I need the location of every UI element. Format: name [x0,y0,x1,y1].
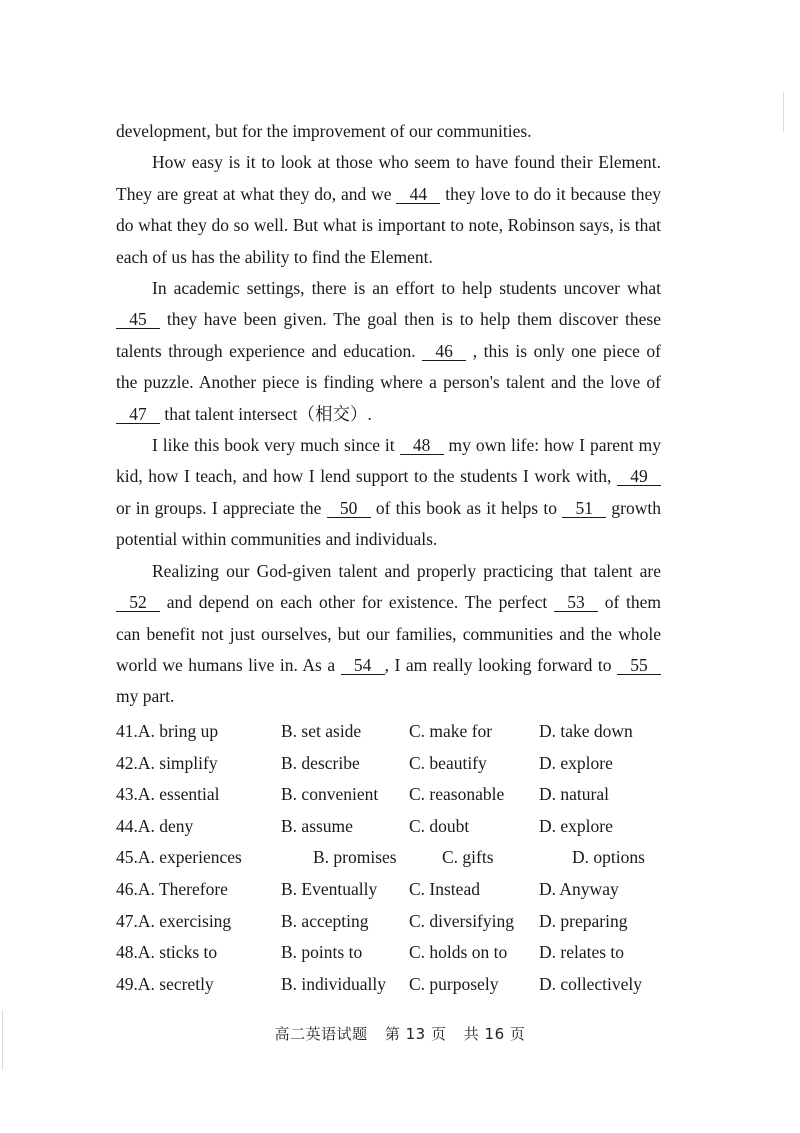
passage-line: development, but for the improvement of our communities. [116,121,532,141]
blank-53: 53 [554,594,598,612]
option-row-41 [116,716,676,748]
option-b: B. individually [281,973,386,994]
option-a: 46.A. Therefore [116,878,228,899]
option-a: 42.A. simplify [116,752,218,773]
option-d: D. natural [539,784,609,805]
passage-text: of this book as it helps to [370,497,563,518]
option-c: C. Instead [409,878,480,899]
option-c: C. purposely [409,973,499,994]
passage-paragraph [116,273,661,430]
blank-46: 46 [422,343,466,361]
option-b: B. Eventually [281,878,378,899]
option-b: B. promises [313,847,397,868]
option-c: C. reasonable [409,784,505,805]
option-d: D. collectively [539,973,643,994]
option-c: C. diversifying [409,910,514,931]
option-b: B. accepting [281,910,369,931]
passage-text: Realizing our God-given talent and properly practicing that talent are [152,560,661,581]
passage-text: I like this book very much since it [152,435,400,456]
blank-47: 47 [116,406,160,424]
option-a: 44.A. deny [116,815,194,836]
blank-52: 52 [116,594,160,612]
option-d: D. take down [539,721,633,741]
option-b: B. describe [281,752,360,773]
blank-50: 50 [327,500,371,518]
passage-text: they have been given. The goal then is to help them discover these talents through experience and education. [116,309,661,361]
blank-45: 45 [116,311,160,329]
option-b: B. assume [281,815,353,836]
option-d: D. Anyway [539,878,619,899]
passage-paragraph [116,556,661,713]
reading-passage [116,116,661,713]
passage-text: they love to do it because they do what they do so well. But what is important to note, Robinson says, is that each of us has the ability to find the Element. [116,183,662,267]
option-d: D. preparing [539,910,628,931]
option-row-42 [116,748,676,780]
option-c: C. gifts [442,847,494,868]
passage-text: and depend on each other for existence. The perfect [160,592,554,613]
option-row-45 [116,842,676,874]
blank-44: 44 [396,186,440,204]
option-row-47 [116,906,676,938]
option-row-48 [116,937,676,969]
passage-text: or in groups. I appreciate the [116,497,327,518]
footer-subject: 高二英语试题 [274,1025,368,1043]
blank-49: 49 [617,468,661,486]
footer-total-pages: 共 16 页 [463,1025,526,1043]
blank-48: 48 [400,437,444,455]
passage-text: , I am really looking forward to [384,654,617,675]
option-b: B. points to [281,942,363,963]
option-c: C. holds on to [409,942,508,963]
option-a: 48.A. sticks to [116,942,218,963]
blank-55: 55 [617,657,661,675]
option-a: 43.A. essential [116,784,220,805]
option-row-44 [116,811,676,843]
passage-text: that talent intersect（相交）. [160,403,372,424]
passage-paragraph [116,430,661,556]
passage-paragraph [116,147,661,273]
option-row-43 [116,779,676,811]
scan-edge-mark [783,92,784,132]
answer-options [116,716,676,1000]
passage-text: my own life: how I parent my kid, how I teach, and how I lend support to the students I work with, [116,435,661,487]
passage-text: How easy is it to look at those who seem to have found their Element. They are great at what they do, and we [116,152,661,204]
option-b: B. convenient [281,784,379,805]
option-c: C. make for [409,721,493,741]
page-footer [0,1023,800,1044]
option-d: D. options [572,847,645,868]
option-a: 47.A. exercising [116,910,232,931]
passage-text: my part. [116,686,175,707]
option-row-49 [116,969,676,1001]
passage-text: of them can benefit not just ourselves, but our families, communities and the whole world we humans live in. As a [116,592,661,675]
blank-51: 51 [562,500,606,518]
footer-page-number: 第 13 页 [384,1025,447,1043]
option-a: 49.A. secretly [116,973,214,994]
option-d: D. relates to [539,942,625,963]
option-row-46 [116,874,676,906]
option-c: C. beautify [409,752,487,773]
option-d: D. explore [539,815,613,836]
passage-text: growth potential within communities and individuals. [116,497,661,550]
blank-54: 54 [341,657,385,675]
option-a: 41.A. bring up [116,721,219,741]
passage-text: , this is only one piece of the puzzle. Another piece is finding where a person's talent and the love of [116,340,662,393]
passage-text: In academic settings, there is an effort to help students uncover what [152,278,661,299]
option-a: 45.A. experiences [116,847,242,868]
option-d: D. explore [539,752,613,773]
option-c: C. doubt [409,815,470,836]
option-b: B. set aside [281,721,362,741]
